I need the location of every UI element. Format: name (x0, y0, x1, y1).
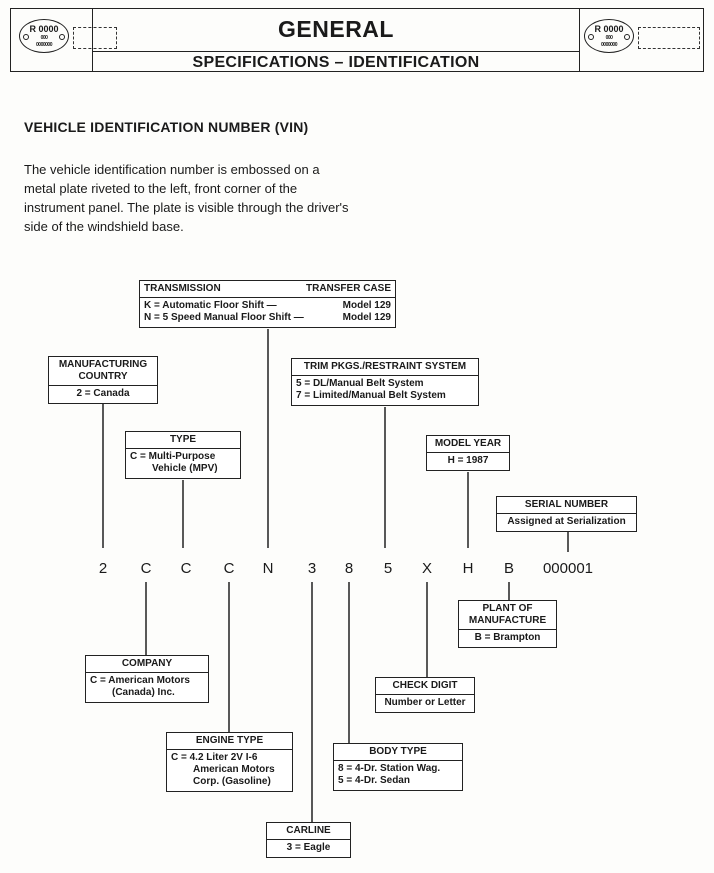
carline-box: CARLINE 3 = Eagle (266, 822, 351, 858)
transmission-box: TRANSMISSION TRANSFER CASE K = Automatic Floor Shift — Model 129 N = 5 Speed Manual Floor Shift — Model 129 (139, 280, 396, 328)
type-box: TYPE C = Multi-Purpose Vehicle (MPV) (125, 431, 241, 479)
vin-char: C (140, 560, 152, 577)
vin-char: C (223, 560, 235, 577)
plant-of-manufacture-box: PLANT OF MANUFACTURE B = Brampton (458, 600, 557, 648)
model-year-box: MODEL YEAR H = 1987 (426, 435, 510, 471)
engine-type-box: ENGINE TYPE C = 4.2 Liter 2V I-6 American Motors Corp. (Gasoline) (166, 732, 293, 792)
transmission-title: TRANSMISSION (144, 283, 221, 294)
company-box: COMPANY C = American Motors (Canada) Inc. (85, 655, 209, 703)
transfer-case-title: TRANSFER CASE (305, 283, 391, 294)
vin-description: The vehicle identification number is embossed on a metal plate riveted to the left, front corner of the instrument panel. The plate is visible through the driver's side of the windshield base. (24, 162, 349, 234)
vin-char: 8 (344, 560, 354, 577)
trim-restraint-box: TRIM PKGS./RESTRAINT SYSTEM 5 = DL/Manual Belt System 7 = Limited/Manual Belt System (291, 358, 479, 406)
section-heading: VEHICLE IDENTIFICATION NUMBER (VIN) (24, 119, 309, 135)
serial-number-box: SERIAL NUMBER Assigned at Serialization (496, 496, 637, 532)
vin-char: 2 (98, 560, 108, 577)
check-digit-box: CHECK DIGIT Number or Letter (375, 677, 475, 713)
page-title: GENERAL (278, 16, 394, 42)
vin-char: 000001 (542, 560, 594, 577)
vin-char: C (180, 560, 192, 577)
vin-char: 3 (307, 560, 317, 577)
vin-plate-icon: R 0000 000 0000000 (584, 19, 634, 53)
body-type-box: BODY TYPE 8 = 4-Dr. Station Wag. 5 = 4-Dr. Sedan (333, 743, 463, 791)
vin-plate-icon: R 0000 000 0000000 (19, 19, 69, 53)
vin-char: H (462, 560, 474, 577)
vin-char: N (262, 560, 274, 577)
vin-char: B (503, 560, 514, 577)
vin-char: 5 (383, 560, 393, 577)
manufacturing-country-box: MANUFACTURING COUNTRY 2 = Canada (48, 356, 158, 404)
vin-char: X (421, 560, 432, 577)
page-subtitle: SPECIFICATIONS – IDENTIFICATION (192, 54, 480, 71)
